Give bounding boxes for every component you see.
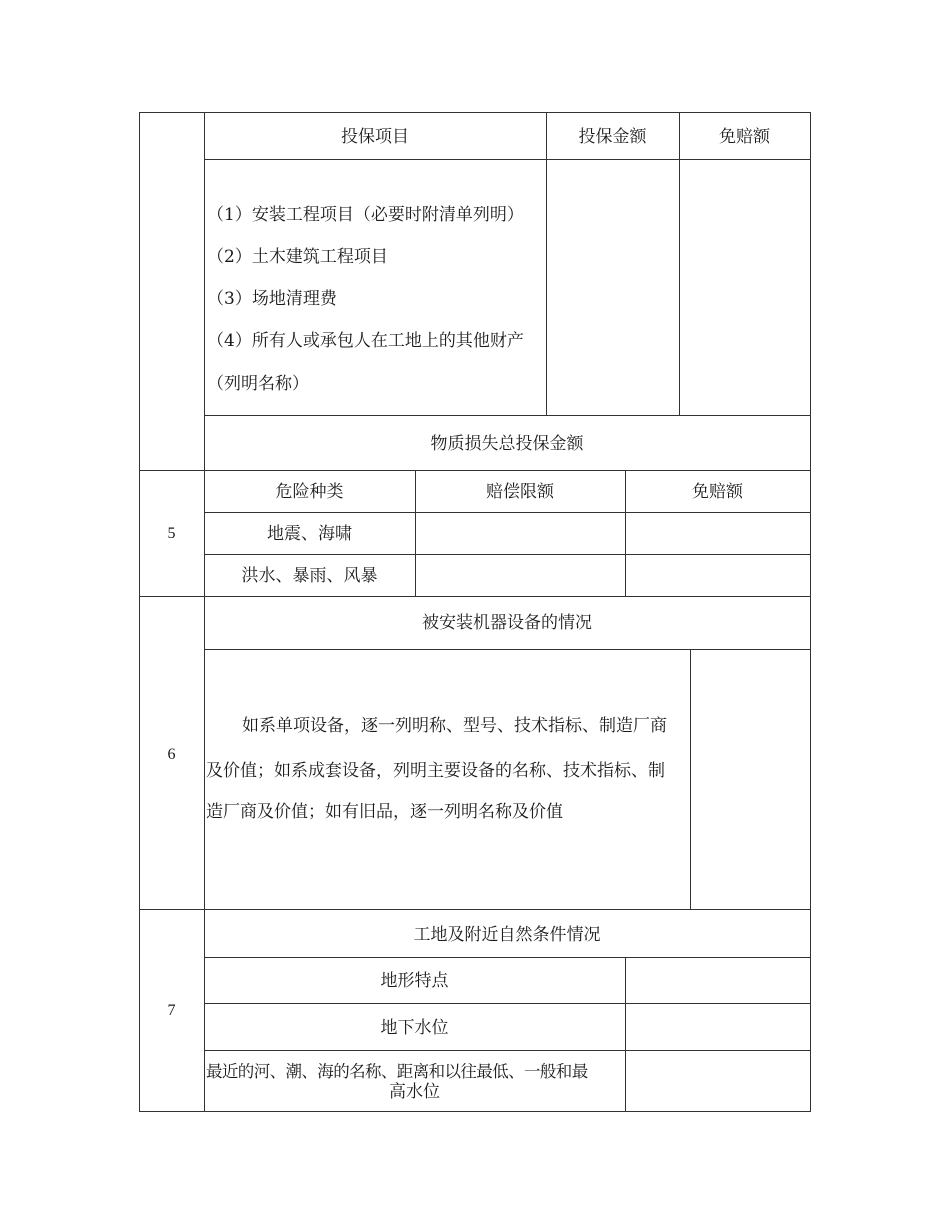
risk-row-earthquake: 地震、海啸 — [267, 524, 352, 544]
equipment-section-title: 被安装机器设备的情况 — [422, 613, 592, 633]
rule — [139, 909, 811, 910]
site-conditions-title: 工地及附近自然条件情况 — [413, 925, 601, 945]
rule — [204, 415, 811, 416]
rule — [204, 1003, 811, 1004]
terrain-features-label: 地形特点 — [380, 971, 449, 991]
risk-type-header: 危险种类 — [275, 482, 344, 502]
nearest-water-label: 最近的河、潮、海的名称、距离和以往最低、一般和最 — [206, 1062, 588, 1081]
rule — [679, 112, 680, 415]
table-top-border — [139, 112, 811, 113]
list-item: （2）土木建筑工程项目 — [207, 247, 388, 267]
equipment-description-line: 造厂商及价值；如有旧品，逐一列明名称及价值 — [206, 802, 563, 822]
rule — [204, 1050, 811, 1051]
list-item: （1）安装工程项目（必要时附清单列明） — [207, 205, 524, 225]
rule — [546, 112, 547, 415]
table-right-border — [810, 112, 811, 1112]
groundwater-level-label: 地下水位 — [380, 1018, 449, 1038]
insured-item-header: 投保项目 — [341, 127, 409, 147]
table-bottom-border — [139, 1111, 811, 1112]
section-number-6: 6 — [167, 746, 176, 763]
rule — [204, 159, 811, 160]
equipment-description-line: 如系单项设备，逐一列明称、型号、技术指标、制造厂商 — [242, 716, 667, 736]
rule — [204, 957, 811, 958]
list-item: （列明名称） — [207, 374, 309, 394]
compensation-limit-header: 赔偿限额 — [486, 482, 554, 502]
nearest-water-label-cont: 高水位 — [389, 1082, 440, 1102]
section-number-7: 7 — [167, 1002, 176, 1019]
deductible-header: 免赔额 — [719, 127, 770, 147]
risk-row-flood: 洪水、暴雨、风暴 — [241, 566, 378, 586]
rule — [139, 470, 811, 471]
rule — [204, 554, 811, 555]
rule — [625, 957, 626, 1111]
list-item: （4）所有人或承包人在工地上的其他财产 — [207, 331, 524, 351]
insured-amount-header: 投保金额 — [578, 127, 647, 147]
rule — [204, 512, 811, 513]
list-item: （3）场地清理费 — [207, 289, 337, 309]
total-insured-amount-label: 物质损失总投保金额 — [430, 434, 584, 454]
table-left-border — [139, 112, 140, 1112]
rule — [204, 649, 811, 650]
rule — [139, 596, 811, 597]
rule — [690, 649, 691, 909]
section-number-5: 5 — [167, 525, 176, 542]
equipment-description-line: 及价值；如系成套设备，列明主要设备的名称、技术指标、制 — [206, 761, 665, 781]
deductible-header: 免赔额 — [692, 482, 743, 502]
